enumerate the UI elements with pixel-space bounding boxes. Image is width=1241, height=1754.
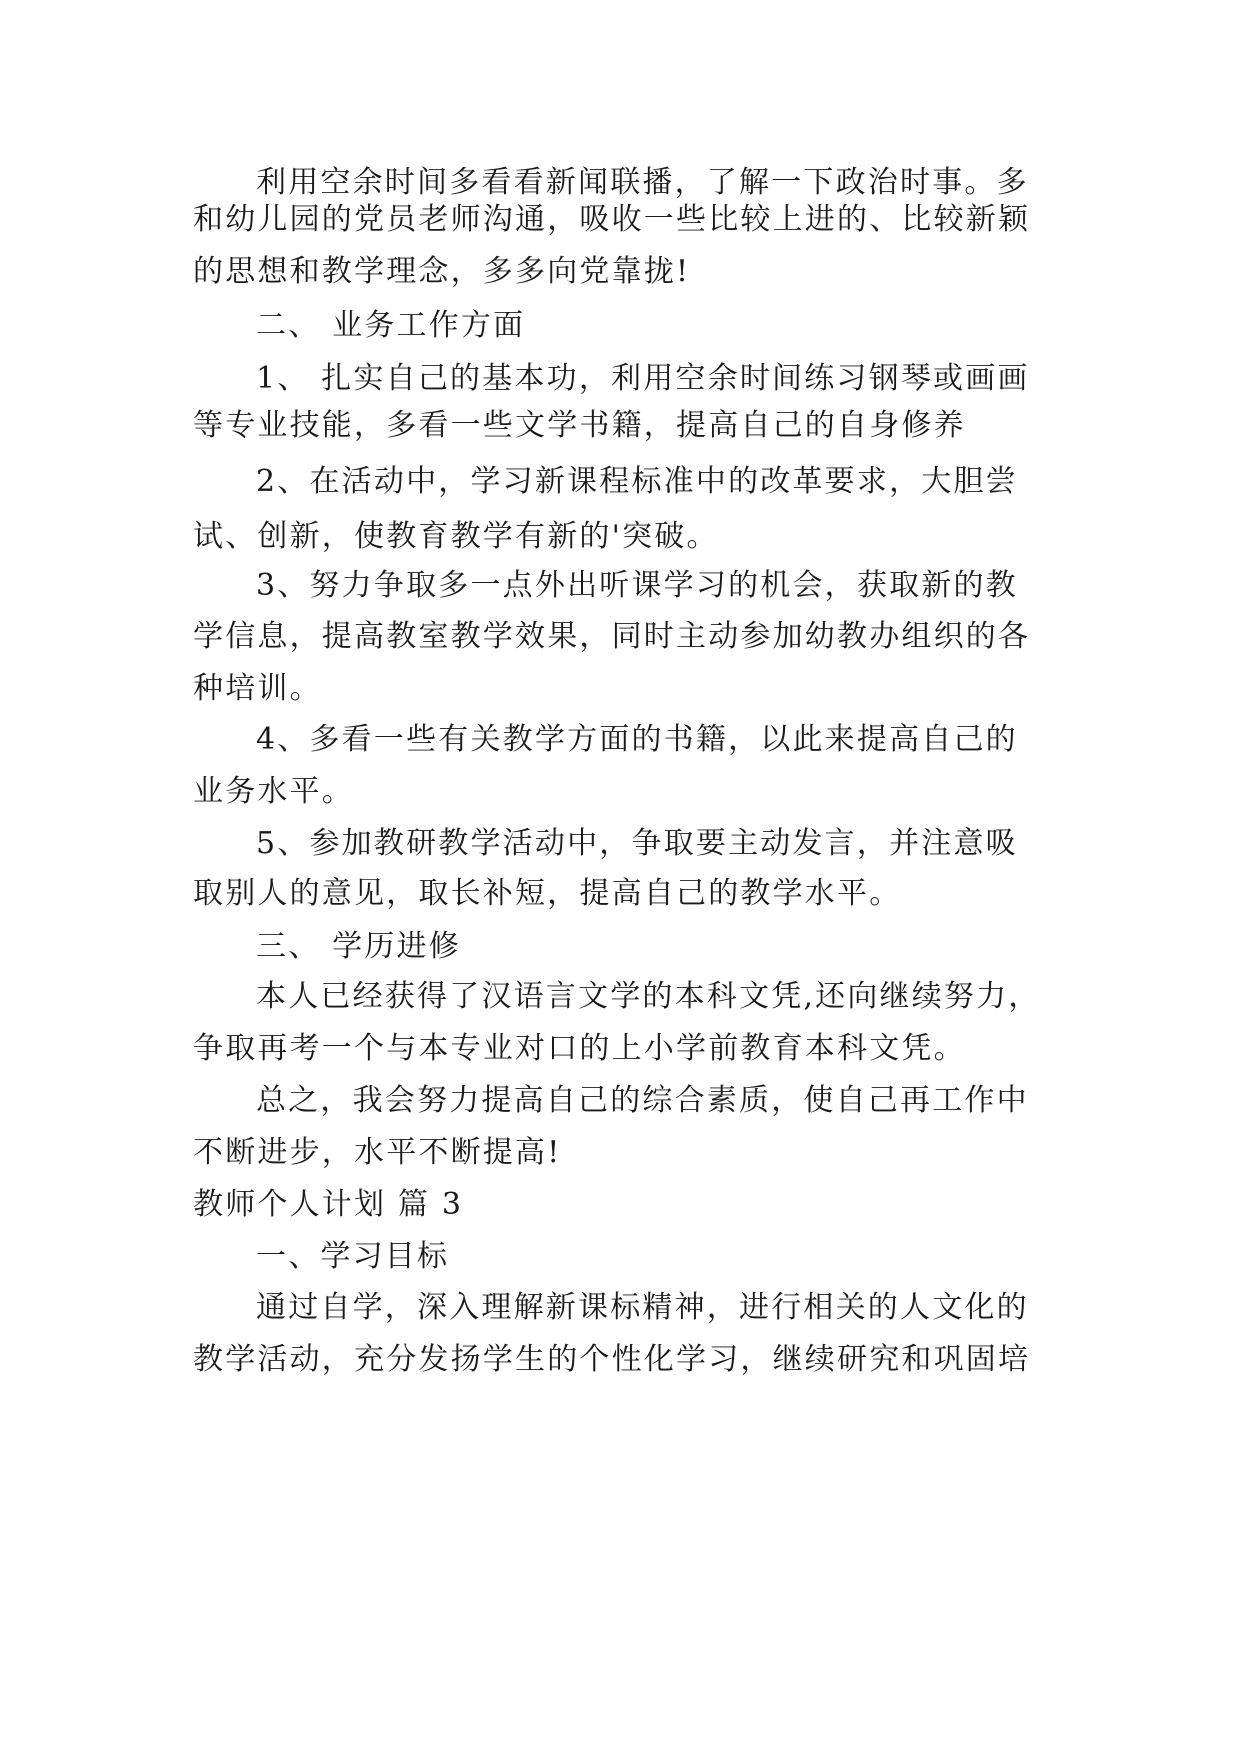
paragraph-line: 本人已经获得了汉语言文学的本科文凭,还向继续努力， [256,979,1041,1014]
paragraph-line: 和幼儿园的党员老师沟通，吸收一些比较上进的、比较新颖 [193,202,1031,237]
document-title: 教师个人计划 篇 3 [193,1187,464,1222]
paragraph-line: 种培训。 [193,671,322,706]
paragraph-line: 通过自学，深入理解新课标精神，进行相关的人文化的 [256,1290,1029,1325]
paragraph-line: 争取再考一个与本专业对口的上小学前教育本科文凭。 [193,1031,966,1066]
paragraph-line: 5、参加教研教学活动中，争取要主动发言，并注意吸 [256,826,1018,861]
paragraph-line: 利用空余时间多看看新闻联播，了解一下政治时事。多 [256,165,1029,200]
paragraph-line: 教学活动，充分发扬学生的个性化学习，继续研究和巩固培 [193,1342,1031,1377]
paragraph-line: 业务水平。 [193,774,354,809]
paragraph-line: 取别人的意见，取长补短，提高自己的教学水平。 [193,876,902,911]
paragraph-line: 不断进步，水平不断提高! [193,1135,562,1170]
paragraph-line: 2、在活动中，学习新课程标准中的改革要求，大胆尝 [256,464,1018,499]
paragraph-line: 总之，我会努力提高自己的综合素质，使自己再工作中 [256,1083,1029,1118]
paragraph-line: 等专业技能，多看一些文学书籍，提高自己的自身修养 [193,408,966,443]
paragraph-line: 4、多看一些有关教学方面的书籍，以此来提高自己的 [256,722,1018,757]
paragraph-line: 3、努力争取多一点外出听课学习的机会，获取新的教 [256,568,1018,603]
paragraph-line: 的思想和教学理念，多多向党靠拢! [193,254,691,289]
paragraph-line: 试、创新，使教育教学有新的'突破。 [193,519,719,554]
section-heading: 三、 学历进修 [256,929,461,964]
section-heading: 二、 业务工作方面 [256,308,526,343]
section-heading: 一、学习目标 [256,1239,450,1274]
paragraph-line: 1、 扎实自己的基本功，利用空余时间练习钢琴或画画 [256,361,1030,396]
paragraph-line: 学信息，提高教室教学效果，同时主动参加幼教办组织的各 [193,619,1031,654]
